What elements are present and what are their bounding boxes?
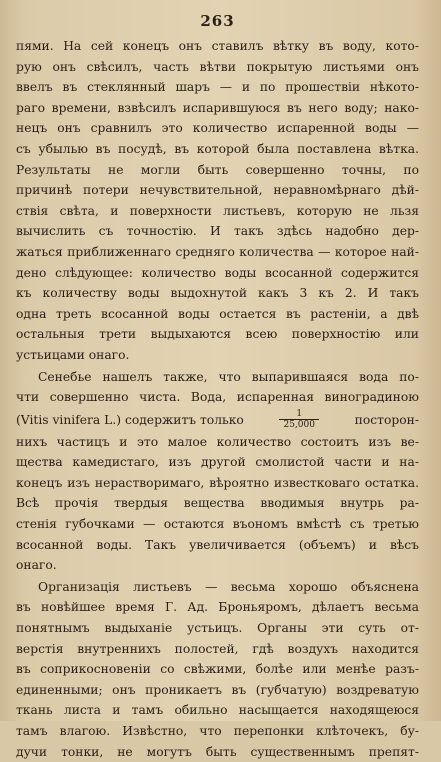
text-line: ткань листа и тамъ обильно насыщается находящеюся xyxy=(16,703,419,718)
text-line: раго времени, взвѣсилъ испарившуюся въ него воду; нако- xyxy=(16,100,419,115)
text-line: нецъ онъ сравнилъ это количество испаренной воды — xyxy=(16,121,419,136)
text-line: чти совершенно чиста. Вода, испаренная виноградиною xyxy=(16,390,419,405)
fraction-line-left-text: (Vitis vinifera L.) содержитъ только xyxy=(16,412,244,427)
text-line: вычислить съ точностію. И такъ здѣсь надобно дер- xyxy=(16,224,419,239)
text-line: ствія свѣта, и поверхности листьевъ, которую не льзя xyxy=(16,203,419,218)
fraction xyxy=(279,409,319,430)
text-line: въ соприкосновеніи со свѣжими, болѣе или менѣе разъ- xyxy=(16,662,419,677)
text-line: устьицами онаго. xyxy=(16,347,130,362)
text-line: остальныя трети выдыхаются всею поверхностію или xyxy=(16,327,419,342)
text-line: Сенебье нашелъ также, что выпарившаяся вода по- xyxy=(38,369,419,384)
fraction-numerator: 1 xyxy=(279,409,319,420)
text-line: въ новѣйшее время Г. Ад. Броньяромъ, дѣлаетъ весьма xyxy=(16,600,419,615)
text-line: Результаты не могли быть совершенно точны, по xyxy=(16,162,419,177)
text-line: къ количеству воды выдохнутой какъ 3 къ 2. И такъ xyxy=(16,286,419,301)
text-line: щества камедистаго, изъ другой смолистой части и на- xyxy=(16,455,419,470)
paragraph-1 xyxy=(16,36,419,366)
fraction-denominator: 25,000 xyxy=(283,420,315,431)
text-line: единенными; онъ проникаетъ въ (губчатую) воздреватую xyxy=(16,682,419,697)
text-line: съ убылью въ посудѣ, въ которой была поставлена вѣтка. xyxy=(16,141,419,156)
text-line: Всѣ прочія твердыя вещества вводимыя внутрь ра- xyxy=(16,496,419,511)
text-line: стенія губочками — остаются въономъ вмѣстѣ съ третью xyxy=(16,517,419,532)
text-line: одна треть всосанной воды остается въ растеніи, а двѣ xyxy=(16,306,419,321)
text-line: рую онъ свѣсилъ, часть вѣтви покрытую листьями онъ xyxy=(16,59,419,74)
text-line: причинѣ потери нечувствительной, неравномѣрнаго дѣй- xyxy=(16,183,419,198)
text-line: нихъ частицъ и это малое количество состоитъ изъ ве- xyxy=(16,434,419,449)
paragraph-2 xyxy=(16,367,419,576)
text-line: ввелъ въ стеклянный шаръ — и по прошествіи нѣкото- xyxy=(16,80,419,95)
page-number: 263 xyxy=(200,12,235,30)
text-line: дено слѣдующее: количество воды всосанной содержится xyxy=(16,265,419,280)
text-line: дучи тонки, не могутъ быть существеннымъ препят- xyxy=(16,744,419,759)
text-line: понятнымъ выдыханіе устьицъ. Органы эти суть от- xyxy=(16,621,419,636)
text-line: онаго. xyxy=(16,558,57,573)
paragraph-3 xyxy=(16,577,419,762)
text-line: верстія внутреннихъ полостей, гдѣ воздухъ находится xyxy=(16,641,419,656)
fraction-line-right-text: посторон- xyxy=(354,412,419,427)
text-line: всосанной воды. Такъ увеличивается (объемъ) и вѣсъ xyxy=(16,537,419,552)
text-line-with-fraction xyxy=(16,408,419,432)
text-line: конецъ изъ нерастворимаго, вѣроятно известковаго остатка. xyxy=(16,475,419,490)
text-line: пями. На сей конецъ онъ ставилъ вѣтку въ воду, кото- xyxy=(16,39,419,53)
text-line: жаться приближеннаго средняго количества — которое най- xyxy=(16,244,419,259)
text-line: тамъ влагою. Извѣстно, что перепонки клѣточекъ, бу- xyxy=(16,724,419,738)
text-line: Организація листьевъ — весьма хорошо объяснена xyxy=(38,579,419,594)
